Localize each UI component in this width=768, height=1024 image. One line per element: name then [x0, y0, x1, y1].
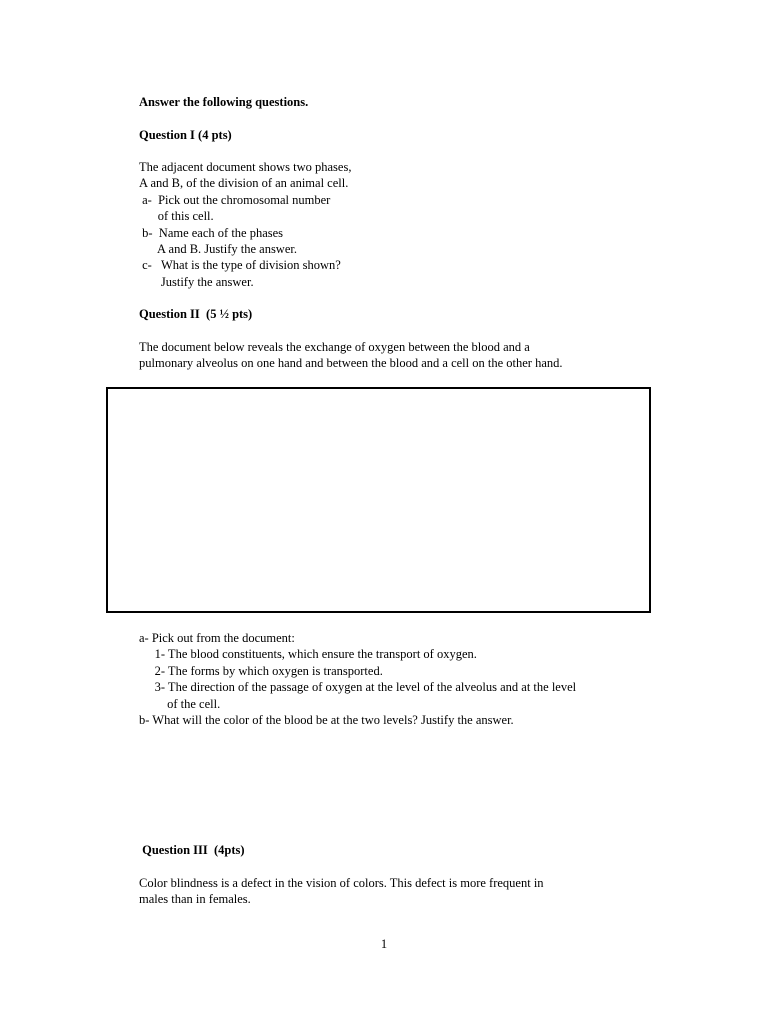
question-2-title: Question II (5 ½ pts): [139, 307, 253, 321]
question-3-line: Color blindness is a defect in the vision of colors. This defect is more frequent in: [139, 876, 544, 890]
question-1-line: A and B, of the division of an animal cell.: [139, 176, 349, 191]
question-2-item: a- Pick out from the document:: [139, 631, 295, 645]
question-1-line: of this cell.: [139, 209, 214, 224]
question-2-item: 3- The direction of the passage of oxygen at the level of the alveolus and at the level: [139, 680, 577, 695]
question-2-intro-line: pulmonary alveolus on one hand and between the blood and a cell on the other hand.: [139, 356, 563, 371]
question-2-item: b- What will the color of the blood be at the two levels? Justify the answer.: [139, 713, 514, 727]
question-1-line: A and B. Justify the answer.: [139, 242, 297, 256]
document-figure-frame: [106, 387, 651, 613]
question-1-line: a- Pick out the chromosomal number: [139, 192, 331, 207]
question-2-item: of the cell.: [139, 696, 221, 711]
question-1-line: b- Name each of the phases: [139, 225, 284, 240]
question-2-item: 2- The forms by which oxygen is transported.: [139, 663, 383, 678]
question-2-intro-line: The document below reveals the exchange of oxygen between the blood and a: [139, 340, 530, 354]
instructions-heading: Answer the following questions.: [139, 95, 309, 109]
question-1-line: Justify the answer.: [139, 274, 254, 289]
question-1-title: Question I (4 pts): [139, 128, 232, 142]
question-1-line: c- What is the type of division shown?: [139, 258, 341, 273]
question-3-title: Question III (4pts): [139, 843, 245, 857]
question-1-line: The adjacent document shows two phases,: [139, 160, 352, 174]
page-number: 1: [380, 937, 388, 951]
question-3-line: males than in females.: [139, 892, 251, 907]
question-2-item: 1- The blood constituents, which ensure the transport of oxygen.: [139, 647, 477, 662]
